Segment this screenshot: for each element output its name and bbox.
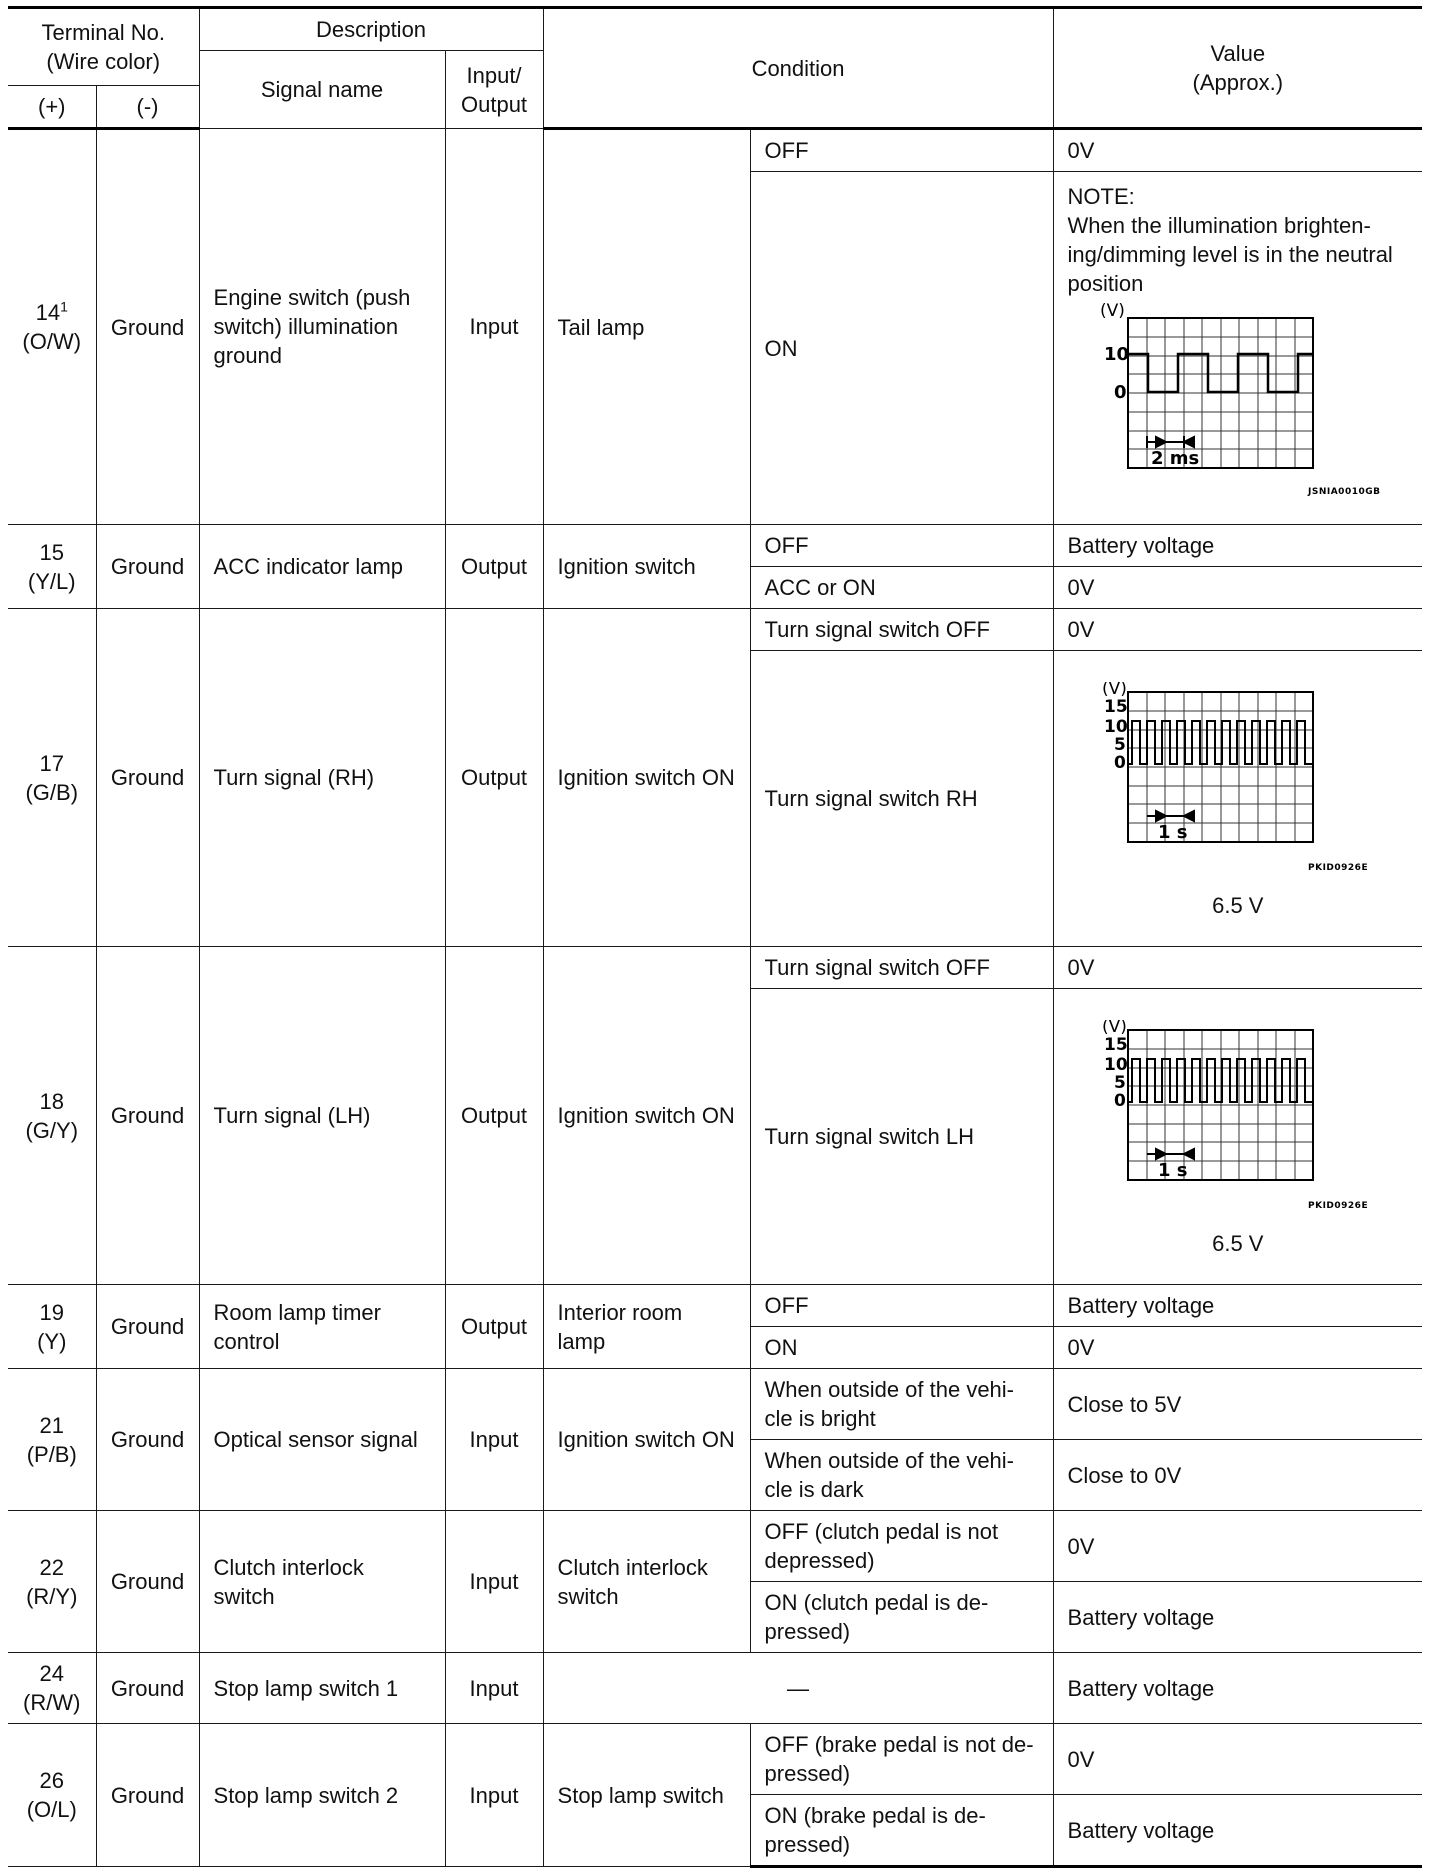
table-row (8, 1285, 1422, 1327)
signal-name-cell: Optical sensor signal (199, 1369, 445, 1511)
header-plus: (+) (8, 86, 96, 129)
figure-code: JSNIA0010GB (1307, 487, 1381, 497)
y-tick-label: 0 (1113, 1090, 1126, 1111)
io-cell: Input (445, 1511, 543, 1653)
header-condition: Condition (543, 8, 1053, 129)
signal-name-cell: Turn signal (LH) (199, 947, 445, 1285)
wire-color: (P/B) (26, 1441, 77, 1467)
y-tick-label: 10 (1103, 716, 1128, 737)
wire-color: (G/B) (25, 779, 79, 805)
header-value-label: Value (1210, 41, 1266, 66)
y-tick-label: 15 (1103, 1034, 1128, 1055)
time-scale-label: 2 ms (1150, 448, 1199, 469)
table-row (8, 1653, 1422, 1724)
value-cell: 0V (1053, 947, 1422, 989)
value-cell: Battery voltage (1053, 1285, 1422, 1327)
minus-cell: Ground (96, 1653, 199, 1724)
terminal-cell: 18 (G/Y) (8, 947, 96, 1285)
y-tick-label: 10 (1103, 1054, 1128, 1075)
wave-unit-label: (V) (1099, 302, 1125, 321)
io-cell: Output (445, 525, 543, 609)
wire-color: (R/Y) (26, 1583, 78, 1609)
header-wire-color-label: (Wire color) (46, 49, 161, 74)
figure-code: PKID0926E (1307, 1200, 1368, 1211)
waveform-figure (1068, 682, 1409, 889)
waveform-figure (1068, 1020, 1409, 1227)
minus-cell: Ground (96, 947, 199, 1285)
table-row (8, 1724, 1422, 1795)
condition-cell: Interior room lamp (543, 1285, 750, 1369)
value-cell (1053, 651, 1422, 947)
sub-condition-cell: Turn signal switch LH (750, 989, 1053, 1285)
condition-cell: Ignition switch ON (543, 609, 750, 947)
figure-code: PKID0926E (1307, 862, 1368, 873)
table-row (8, 1369, 1422, 1440)
value-cell (1053, 989, 1422, 1285)
note (1068, 182, 1409, 298)
sub-condition-cell: ON (clutch pedal is de-pressed) (750, 1582, 1053, 1653)
value-cell: 0V (1053, 567, 1422, 609)
minus-cell: Ground (96, 609, 199, 947)
io-cell: Input (445, 1369, 543, 1511)
table-row (8, 947, 1422, 989)
header-value (1053, 8, 1422, 129)
terminal-cell: 15 (Y/L) (8, 525, 96, 609)
condition-cell: Tail lamp (543, 129, 750, 525)
minus-cell: Ground (96, 129, 199, 525)
signal-name-cell: Stop lamp switch 2 (199, 1724, 445, 1867)
sub-condition-cell: When outside of the vehi-cle is dark (750, 1440, 1053, 1511)
terminal-cell: $14^1$ (O/W) (8, 129, 96, 525)
value-cell: 0V (1053, 1511, 1422, 1582)
value-cell: Battery voltage (1053, 1795, 1422, 1867)
minus-cell: Ground (96, 1285, 199, 1369)
value-cell: Battery voltage (1053, 1653, 1422, 1724)
header-terminal-no (8, 8, 199, 86)
condition-cell: Stop lamp switch (543, 1724, 750, 1867)
wire-color: (R/W) (23, 1690, 81, 1715)
condition-cell: — (543, 1653, 1053, 1724)
io-cell: Input (445, 129, 543, 525)
io-cell: Input (445, 1724, 543, 1867)
y-tick-label: 0 (1113, 752, 1126, 773)
table-row (8, 1511, 1422, 1582)
y-tick-label: 15 (1103, 696, 1128, 717)
value-cell: 0V (1053, 1724, 1422, 1795)
wire-color: (Y) (37, 1328, 67, 1354)
wire-color: (O/L) (26, 1797, 77, 1822)
note-text: When the illumination brighten-ing/dimming level is in the neutral position (1067, 213, 1393, 296)
wire-color: (O/W) (22, 329, 82, 354)
sub-condition-cell: ON (brake pedal is de-pressed) (750, 1795, 1053, 1867)
sub-condition-cell: ON (750, 172, 1053, 525)
sub-condition-cell: When outside of the vehi-cle is bright (750, 1369, 1053, 1440)
condition-cell: Ignition switch ON (543, 1369, 750, 1511)
sub-condition-cell: OFF (750, 525, 1053, 567)
signal-name-cell: Clutch interlock switch (199, 1511, 445, 1653)
value-cell: 0V (1053, 129, 1422, 172)
header-terminal-label: Terminal No. (41, 20, 165, 45)
terminal-cell: 26 (O/L) (8, 1724, 96, 1867)
value-cell: Close to 0V (1053, 1440, 1422, 1511)
minus-cell: Ground (96, 1369, 199, 1511)
sub-condition-cell: OFF (brake pedal is not de-pressed) (750, 1724, 1053, 1795)
io-cell: Output (445, 1285, 543, 1369)
header-signal-name: Signal name (199, 51, 445, 129)
condition-cell: Clutch interlock switch (543, 1511, 750, 1653)
sub-condition-cell: Turn signal switch OFF (750, 609, 1053, 651)
voltage-value: 6.5 V (1212, 1230, 1264, 1256)
terminal-cell: 19 (Y) (8, 1285, 96, 1369)
io-cell: Output (445, 947, 543, 1285)
condition-cell: Ignition switch ON (543, 947, 750, 1285)
y-tick-label: 10 (1103, 344, 1129, 365)
table-row (8, 525, 1422, 567)
terminal-cell: 21 (P/B) (8, 1369, 96, 1511)
terminal-table (8, 6, 1422, 1868)
minus-cell: Ground (96, 525, 199, 609)
minus-cell: Ground (96, 1724, 199, 1867)
voltage-value: 6.5 V (1212, 892, 1264, 918)
header-minus: (-) (96, 86, 199, 129)
footnote-marker: 1 (60, 298, 68, 315)
sub-condition-cell: Turn signal switch OFF (750, 947, 1053, 989)
time-scale-label: 1 s (1157, 1159, 1188, 1181)
io-cell: Output (445, 609, 543, 947)
y-tick-label: 5 (1113, 734, 1126, 755)
terminal-cell: 22 (R/Y) (8, 1511, 96, 1653)
y-tick-label: 5 (1113, 1072, 1126, 1093)
time-scale-label: 1 s (1157, 821, 1188, 843)
signal-name-cell: Turn signal (RH) (199, 609, 445, 947)
wave-unit-label: (V) (1101, 1019, 1127, 1037)
sub-condition-cell: OFF (750, 1285, 1053, 1327)
signal-name-cell: ACC indicator lamp (199, 525, 445, 609)
signal-name-cell: Room lamp timer control (199, 1285, 445, 1369)
wire-color: (Y/L) (27, 568, 76, 594)
header-approx-label: (Approx.) (1192, 70, 1284, 95)
sub-condition-cell: ON (750, 1327, 1053, 1369)
turn-signal-wave-plot-rh (1068, 682, 1398, 882)
header-description: Description (199, 8, 543, 51)
square-wave-plot (1068, 302, 1398, 507)
note-title: NOTE: (1067, 184, 1135, 209)
terminal-cell: 24 (R/W) (8, 1653, 96, 1724)
value-cell (1053, 172, 1422, 525)
sub-condition-cell: Turn signal switch RH (750, 651, 1053, 947)
minus-cell: Ground (96, 1511, 199, 1653)
sub-condition-cell: ACC or ON (750, 567, 1053, 609)
header-input-output: Input/ Output (445, 51, 543, 129)
value-cell: Close to 5V (1053, 1369, 1422, 1440)
turn-signal-wave-plot-lh (1068, 1020, 1398, 1220)
value-cell: 0V (1053, 609, 1422, 651)
signal-name-cell: Stop lamp switch 1 (199, 1653, 445, 1724)
wave-unit-label: (V) (1101, 681, 1127, 699)
signal-name-cell: Engine switch (push switch) illumination ground (199, 129, 445, 525)
sub-condition-cell: OFF (750, 129, 1053, 172)
y-tick-label: 0 (1113, 382, 1127, 403)
io-cell: Input (445, 1653, 543, 1724)
terminal-cell: 17 (G/B) (8, 609, 96, 947)
waveform-figure (1068, 302, 1409, 514)
condition-cell: Ignition switch (543, 525, 750, 609)
value-cell: Battery voltage (1053, 525, 1422, 567)
table-row (8, 129, 1422, 172)
table-row (8, 609, 1422, 651)
value-cell: 0V (1053, 1327, 1422, 1369)
value-cell: Battery voltage (1053, 1582, 1422, 1653)
wire-color: (G/Y) (25, 1117, 79, 1143)
sub-condition-cell: OFF (clutch pedal is not depressed) (750, 1511, 1053, 1582)
